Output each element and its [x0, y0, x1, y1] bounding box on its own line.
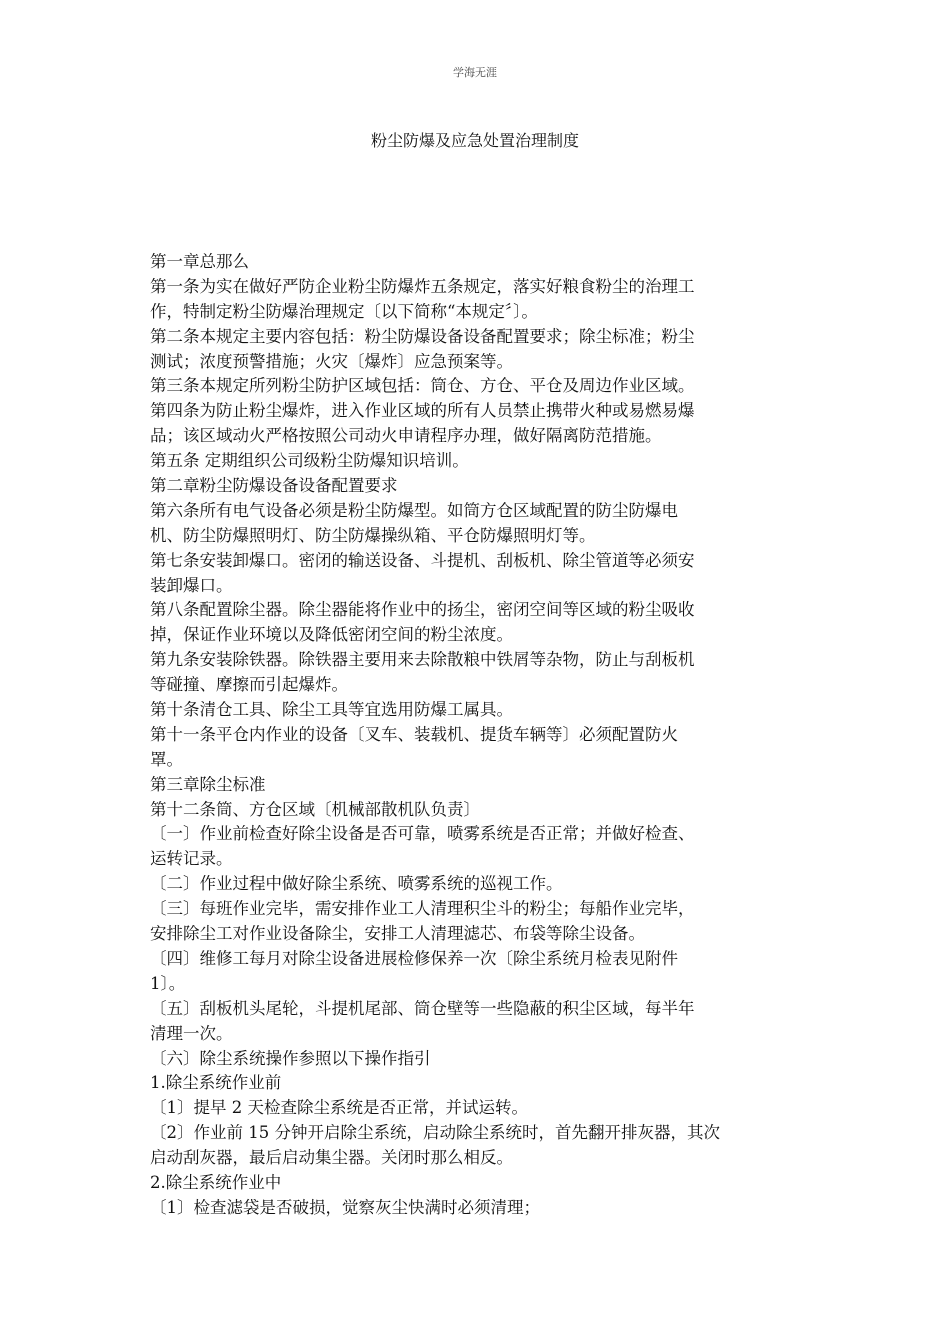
- paragraph: [150, 897, 810, 947]
- text-line: 运转记录。: [150, 849, 233, 869]
- text-line: 装卸爆口。: [150, 575, 233, 595]
- text-line: 〔三〕每班作业完毕，需安排作业工人清理积尘斗的粉尘；每船作业完毕，: [150, 899, 695, 919]
- text-line: 〔1〕检查滤袋是否破损，觉察灰尘快满时必须清理；: [150, 1197, 540, 1217]
- text-line: 〔四〕维修工每月对除尘设备进展检修保养一次〔除尘系统月检表见附件: [150, 948, 678, 968]
- document-body: [150, 250, 810, 1221]
- text-line: 掉，保证作业环境以及降低密闭空间的粉尘浓度。: [150, 625, 513, 645]
- paragraph: [150, 773, 810, 798]
- paragraph: [150, 1196, 810, 1221]
- paragraph: [150, 549, 810, 599]
- paragraph: [150, 399, 810, 449]
- text-line: 第十二条筒、方仓区域〔机械部散机队负责〕: [150, 799, 480, 819]
- text-line: 第八条配置除尘器。除尘器能将作业中的扬尘，密闭空间等区域的粉尘吸收: [150, 600, 695, 620]
- text-line: 第五条 定期组织公司级粉尘防爆知识培训。: [150, 451, 469, 471]
- text-line: 机、防尘防爆照明灯、防尘防爆操纵箱、平仓防爆照明灯等。: [150, 525, 596, 545]
- text-line: 品；该区域动火严格按照公司动火申请程序办理，做好隔离防范措施。: [150, 426, 662, 446]
- text-line: 第二条本规定主要内容包括：粉尘防爆设备设备配置要求；除尘标准；粉尘: [150, 326, 695, 346]
- paragraph: [150, 723, 810, 773]
- text-line: 2.除尘系统作业中: [150, 1172, 282, 1192]
- paragraph: [150, 374, 810, 399]
- paragraph: [150, 872, 810, 897]
- paragraph: [150, 997, 810, 1047]
- text-line: 第十一条平仓内作业的设备〔叉车、装载机、提货车辆等〕必须配置防火: [150, 724, 678, 744]
- paragraph: [150, 1121, 810, 1171]
- document-title: 粉尘防爆及应急处置治理制度: [370, 131, 579, 150]
- text-line: 安排除尘工对作业设备除尘，安排工人清理滤芯、布袋等除尘设备。: [150, 924, 645, 944]
- text-line: 第二章粉尘防爆设备设备配置要求: [150, 476, 398, 496]
- paragraph: [150, 449, 810, 474]
- paragraph: [150, 1096, 810, 1121]
- text-line: 第十条清仓工具、除尘工具等宜选用防爆工属具。: [150, 700, 513, 720]
- text-line: 〔五〕刮板机头尾轮，斗提机尾部、筒仓壁等一些隐蔽的积尘区域，每半年: [150, 998, 695, 1018]
- text-line: 1〕。: [150, 973, 186, 993]
- text-line: 第一章总那么: [150, 252, 249, 271]
- paragraph: [150, 474, 810, 499]
- paragraph: [150, 275, 810, 325]
- text-line: 〔2〕作业前 15 分钟开启除尘系统，启动除尘系统时，首先翻开排灰器，其次: [150, 1123, 720, 1143]
- text-line: 第四条为防止粉尘爆炸，进入作业区域的所有人员禁止携带火种或易燃易爆: [150, 401, 695, 421]
- paragraph: [150, 947, 810, 997]
- paragraph: [150, 499, 810, 549]
- paragraph: [150, 648, 810, 698]
- text-line: 〔1〕提早 2 天检查除尘系统是否正常，并试运转。: [150, 1098, 528, 1118]
- paragraph: [150, 698, 810, 723]
- text-line: 第三条本规定所列粉尘防护区域包括：筒仓、方仓、平仓及周边作业区域。: [150, 376, 695, 396]
- paragraph: [150, 798, 810, 823]
- paragraph: [150, 1047, 810, 1072]
- text-line: 第一条为实在做好严防企业粉尘防爆炸五条规定，落实好粮食粉尘的治理工: [150, 276, 695, 296]
- text-line: 第六条所有电气设备必须是粉尘防爆型。如筒方仓区域配置的防尘防爆电: [150, 500, 678, 520]
- text-line: 作，特制定粉尘防爆治理规定〔以下简称“本规定〞〕。: [150, 301, 538, 321]
- paragraph: [150, 1171, 810, 1196]
- paragraph: [150, 1071, 810, 1096]
- text-line: 清理一次。: [150, 1023, 233, 1043]
- paragraph: [150, 325, 810, 375]
- paragraph: [150, 250, 810, 275]
- text-line: 测试；浓度预警措施；火灾〔爆炸〕应急预案等。: [150, 351, 513, 371]
- text-line: 罩。: [150, 749, 183, 769]
- paragraph: [150, 822, 810, 872]
- text-line: 1.除尘系统作业前: [150, 1073, 282, 1093]
- text-line: 〔二〕作业过程中做好除尘系统、喷雾系统的巡视工作。: [150, 874, 563, 894]
- page-header: 学海无涯: [453, 66, 497, 79]
- text-line: 启动刮灰器，最后启动集尘器。关闭时那么相反。: [150, 1148, 513, 1168]
- text-line: 等碰撞、摩擦而引起爆炸。: [150, 675, 348, 695]
- text-line: 〔一〕作业前检查好除尘设备是否可靠，喷雾系统是否正常；并做好检查、: [150, 824, 695, 844]
- text-line: 第九条安装除铁器。除铁器主要用来去除散粮中铁屑等杂物，防止与刮板机: [150, 650, 695, 670]
- text-line: 第七条安装卸爆口。密闭的输送设备、斗提机、刮板机、除尘管道等必须安: [150, 550, 695, 570]
- text-line: 〔六〕除尘系统操作参照以下操作指引: [150, 1048, 431, 1068]
- text-line: 第三章除尘标准: [150, 774, 266, 794]
- paragraph: [150, 598, 810, 648]
